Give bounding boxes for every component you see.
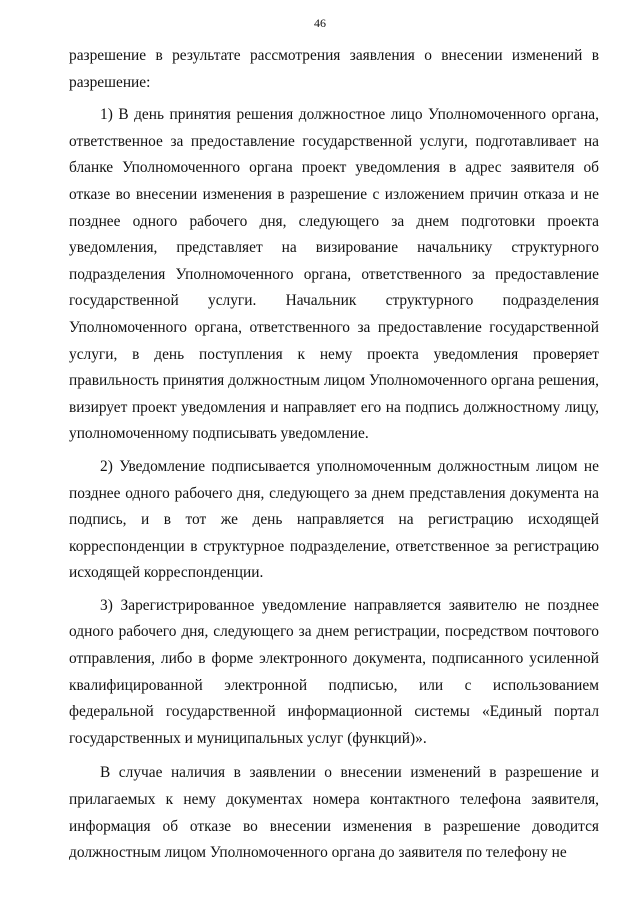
paragraph-item-2: 2) Уведомление подписывается уполномоченным должностным лицом не позднее одного рабочего дня, следующего за днем представления документа на подпись, и в тот же день направляется на регистрацию исходящей корреспонденции в структурное подразделение, ответственное за регистрацию исходящей корреспонденции. [69,457,599,582]
document-body [69,43,599,873]
paragraph-phone-notice: В случае наличия в заявлении о внесении изменений в разрешение и прилагаемых к нему документах номера контактного телефона заявителя, информация об отказе во внесении изменения в разрешение доводится должностным лицом Уполномоченного органа до заявителя по телефону не [69,764,599,862]
paragraph-item-3: 3) Зарегистрированное уведомление направляется заявителю не позднее одного рабочего дня, следующего за днем регистрации, посредством почтового отправления, либо в форме электронного документа, подписанного усиленной квалифицированной электронной подписью, или с использованием федеральной государственной информационной системы «Единый портал государственных и муниципальных услуг (функций)». [69,596,599,747]
paragraph-item-1: 1) В день принятия решения должностное лицо Уполномоченного органа, ответственное за предоставление государственной услуги, подготавливает на бланке Уполномоченного органа проект уведомления в адрес заявителя об отказе во внесении изменения в разрешение с изложением причин отказа и не позднее одного рабочего дня, следующего за днем подготовки проекта уведомления, представляет на визирование начальнику структурного подразделения Уполномоченного органа, ответственного за предоставление государственной услуги. Начальник структурного подразделения Уполномоченного органа, ответственного за предоставление государственной услуги, в день поступления к нему проекта уведомления проверяет правильность принятия должностным лицом Уполномоченного органа решения, визирует проект уведомления и направляет его на подпись должностному лицу, уполномоченному подписывать уведомление. [69,106,599,443]
paragraph-continuation: разрешение в результате рассмотрения заявления о внесении изменений в разрешение: [69,47,599,91]
page-number: 46 [314,16,326,30]
